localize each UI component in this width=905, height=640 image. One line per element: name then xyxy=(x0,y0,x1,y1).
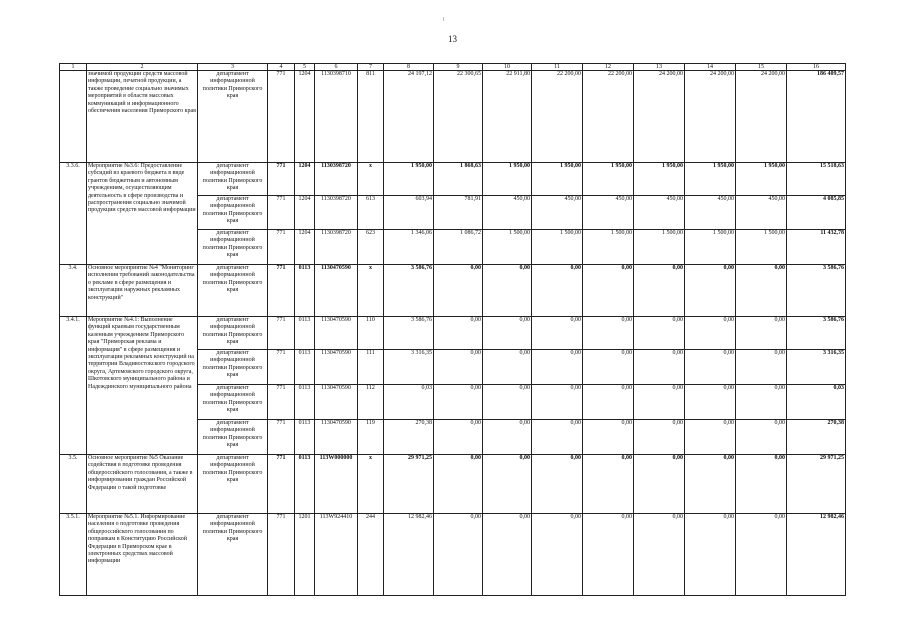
page-number: 13 xyxy=(448,34,457,44)
event-name: Основное мероприятие №4 "Мониторинг исполнения требований законодательства о рекламе в сфере размещения и эксплуатации наружных рекламных конструкций" xyxy=(87,265,198,317)
amount-cell: 450,00 xyxy=(483,196,532,230)
amount-cell: 450,00 xyxy=(736,196,787,230)
amount-cell: 0,00 xyxy=(434,350,483,385)
amount-cell: 12 982,46 xyxy=(384,514,434,596)
amount-cell: 0,00 xyxy=(434,420,483,455)
column-header-16: 16 xyxy=(787,64,846,71)
amount-cell: 1 500,00 xyxy=(583,230,634,265)
amount-cell: 0,00 xyxy=(685,265,736,317)
amount-cell: 0,00 xyxy=(634,514,685,596)
expense-type-code: х xyxy=(358,163,384,196)
amount-cell: 0,00 xyxy=(434,455,483,514)
amount-cell: 1 500,00 xyxy=(685,230,736,265)
expense-type-code: х xyxy=(358,455,384,514)
amount-cell: 270,38 xyxy=(384,420,434,455)
table-row xyxy=(60,455,846,514)
amount-cell: 1 950,00 xyxy=(532,163,583,196)
target-article-code: 1130470590 xyxy=(315,317,358,350)
amount-cell: 0,00 xyxy=(685,420,736,455)
amount-cell: 0,00 xyxy=(736,350,787,385)
expense-type-code: 119 xyxy=(358,420,384,455)
column-header-14: 14 xyxy=(685,64,736,71)
amount-cell: 0,00 xyxy=(483,455,532,514)
grbs-code: 771 xyxy=(268,420,295,455)
amount-cell: 1 500,00 xyxy=(736,230,787,265)
target-article-code: 1130398720 xyxy=(315,230,358,265)
column-header-5: 5 xyxy=(295,64,315,71)
amount-cell: 12 982,46 xyxy=(787,514,846,596)
amount-cell: 0,00 xyxy=(736,265,787,317)
column-header-6: 6 xyxy=(315,64,358,71)
row-number: 3.5.1. xyxy=(60,514,87,596)
amount-cell: 0,00 xyxy=(483,420,532,455)
expense-type-code: 623 xyxy=(358,230,384,265)
amount-cell: 1 950,00 xyxy=(583,163,634,196)
grbs-code: 771 xyxy=(268,196,295,230)
department: департамент информационной политики Приморского края xyxy=(198,163,268,196)
amount-cell: 0,00 xyxy=(483,514,532,596)
amount-cell: 0,00 xyxy=(634,420,685,455)
amount-cell: 0,00 xyxy=(483,385,532,420)
event-name: Мероприятие №3.6: Предоставление субсидий из краевого бюджета в виде грантов бюджетным и автономным учреждениям, осуществляющим деятельность в сфере производства и распространения социально значимой продукции средств массовой информации xyxy=(87,163,198,265)
column-header-10: 10 xyxy=(483,64,532,71)
amount-cell: 22 300,65 xyxy=(434,71,483,163)
amount-cell: 0,00 xyxy=(634,455,685,514)
table-row xyxy=(60,265,846,317)
section-code: 0113 xyxy=(295,350,315,385)
expense-type-code: х xyxy=(358,265,384,317)
amount-cell: 0,00 xyxy=(634,385,685,420)
column-header-4: 4 xyxy=(268,64,295,71)
target-article-code: 1130470590 xyxy=(315,420,358,455)
amount-cell: 22 200,00 xyxy=(532,71,583,163)
row-number: 3.4.1. xyxy=(60,317,87,455)
amount-cell: 0,00 xyxy=(736,455,787,514)
target-article-code: 113W924410 xyxy=(315,514,358,596)
amount-cell: 1 868,63 xyxy=(434,163,483,196)
department: департамент информационной политики Приморского края xyxy=(198,230,268,265)
amount-cell: 0,00 xyxy=(583,385,634,420)
amount-cell: 0,00 xyxy=(583,455,634,514)
amount-cell: 0,00 xyxy=(532,317,583,350)
amount-cell: 1 500,00 xyxy=(532,230,583,265)
amount-cell: 1 950,00 xyxy=(736,163,787,196)
amount-cell: 22 911,80 xyxy=(483,71,532,163)
amount-cell: 0,00 xyxy=(583,514,634,596)
department: департамент информационной политики Приморского края xyxy=(198,196,268,230)
department: департамент информационной политики Приморского края xyxy=(198,317,268,350)
amount-cell: 0,00 xyxy=(634,265,685,317)
amount-cell: 0,00 xyxy=(736,385,787,420)
budget-table xyxy=(59,63,846,596)
amount-cell: 0,00 xyxy=(736,420,787,455)
amount-cell: 3 586,76 xyxy=(384,317,434,350)
column-header-8: 8 xyxy=(384,64,434,71)
target-article-code: 1130470590 xyxy=(315,265,358,317)
section-code: 0113 xyxy=(295,265,315,317)
amount-cell: 11 432,78 xyxy=(787,230,846,265)
amount-cell: 0,00 xyxy=(532,350,583,385)
amount-cell: 0,00 xyxy=(483,350,532,385)
department: департамент информационной политики Приморского края xyxy=(198,71,268,163)
table-row xyxy=(60,71,846,163)
section-code: 0113 xyxy=(295,385,315,420)
event-name: Мероприятие №4.1: Выполнение функций краевым государственным казенным учреждением Приморского края "Приморская реклама и информация" в сфере размещения и эксплуатации рекламных конструкций на территории Владивостокского городского округа, Артемовского городского округа, Шкотовского муниципального района и Надеждинского муниципального района xyxy=(87,317,198,455)
amount-cell: 1 500,00 xyxy=(483,230,532,265)
amount-cell: 0,00 xyxy=(736,514,787,596)
table-row xyxy=(60,317,846,350)
amount-cell: 0,00 xyxy=(583,350,634,385)
event-name: Мероприятие №5.1. Информирование населения о подготовке проведения общероссийского голосования по поправкам в Конституцию Российской Федерации в Приморском крае в электронных средствах массовой информации xyxy=(87,514,198,596)
expense-type-code: 111 xyxy=(358,350,384,385)
amount-cell: 29 971,25 xyxy=(787,455,846,514)
amount-cell: 3 316,35 xyxy=(787,350,846,385)
amount-cell: 24 200,00 xyxy=(685,71,736,163)
column-header-7: 7 xyxy=(358,64,384,71)
amount-cell: 24 200,00 xyxy=(634,71,685,163)
amount-cell: 0,00 xyxy=(483,265,532,317)
grbs-code: 771 xyxy=(268,265,295,317)
department: департамент информационной политики Приморского края xyxy=(198,385,268,420)
amount-cell: 0,00 xyxy=(634,317,685,350)
grbs-code: 771 xyxy=(268,163,295,196)
amount-cell: 3 586,76 xyxy=(787,317,846,350)
amount-cell: 186 409,57 xyxy=(787,71,846,163)
row-number xyxy=(60,71,87,163)
section-code: 1204 xyxy=(295,71,315,163)
amount-cell: 1 950,00 xyxy=(384,163,434,196)
amount-cell: 0,00 xyxy=(532,265,583,317)
amount-cell: 0,00 xyxy=(685,455,736,514)
amount-cell: 781,91 xyxy=(434,196,483,230)
section-code: 0113 xyxy=(295,317,315,350)
grbs-code: 771 xyxy=(268,385,295,420)
amount-cell: 3 586,76 xyxy=(384,265,434,317)
section-code: 1204 xyxy=(295,230,315,265)
column-header-2: 2 xyxy=(87,64,198,71)
department: департамент информационной политики Приморского края xyxy=(198,265,268,317)
column-header-3: 3 xyxy=(198,64,268,71)
amount-cell: 0,00 xyxy=(532,385,583,420)
amount-cell: 450,00 xyxy=(532,196,583,230)
amount-cell: 0,00 xyxy=(532,455,583,514)
amount-cell: 603,94 xyxy=(384,196,434,230)
amount-cell: 0,00 xyxy=(532,514,583,596)
column-header-13: 13 xyxy=(634,64,685,71)
amount-cell: 0,00 xyxy=(736,317,787,350)
department: департамент информационной политики Приморского края xyxy=(198,350,268,385)
department: департамент информационной политики Приморского края xyxy=(198,420,268,455)
amount-cell: 24 200,00 xyxy=(736,71,787,163)
grbs-code: 771 xyxy=(268,230,295,265)
department: департамент информационной политики Приморского края xyxy=(198,455,268,514)
section-code: 1204 xyxy=(295,163,315,196)
grbs-code: 771 xyxy=(268,514,295,596)
amount-cell: 0,03 xyxy=(384,385,434,420)
department: департамент информационной политики Приморского края xyxy=(198,514,268,596)
grbs-code: 771 xyxy=(268,71,295,163)
amount-cell: 450,00 xyxy=(685,196,736,230)
column-header-9: 9 xyxy=(434,64,483,71)
expense-type-code: 613 xyxy=(358,196,384,230)
amount-cell: 0,00 xyxy=(583,265,634,317)
amount-cell: 15 518,63 xyxy=(787,163,846,196)
target-article-code: 113W000000 xyxy=(315,455,358,514)
target-article-code: 1130398720 xyxy=(315,163,358,196)
grbs-code: 771 xyxy=(268,317,295,350)
row-number: 3.4. xyxy=(60,265,87,317)
column-number-row xyxy=(60,64,846,71)
amount-cell: 0,03 xyxy=(787,385,846,420)
amount-cell: 0,00 xyxy=(434,265,483,317)
target-article-code: 1130398720 xyxy=(315,196,358,230)
amount-cell: 0,00 xyxy=(685,514,736,596)
row-number: 3.3.6. xyxy=(60,163,87,265)
target-article-code: 1130470590 xyxy=(315,350,358,385)
amount-cell: 0,00 xyxy=(583,317,634,350)
amount-cell: 1 950,00 xyxy=(634,163,685,196)
column-header-1: 1 xyxy=(60,64,87,71)
amount-cell: 0,00 xyxy=(583,420,634,455)
column-header-12: 12 xyxy=(583,64,634,71)
grbs-code: 771 xyxy=(268,455,295,514)
amount-cell: 1 950,00 xyxy=(483,163,532,196)
column-header-11: 11 xyxy=(532,64,583,71)
event-name: Основное мероприятие №5 Оказание содействия в подготовке проведения общероссийского голосования, а также в информировании граждан Российской Федерации о такой подготовке xyxy=(87,455,198,514)
amount-cell: 1 346,06 xyxy=(384,230,434,265)
section-code: 0113 xyxy=(295,455,315,514)
amount-cell: 0,00 xyxy=(434,317,483,350)
column-header-15: 15 xyxy=(736,64,787,71)
target-article-code: 1130398710 xyxy=(315,71,358,163)
amount-cell: 3 586,76 xyxy=(787,265,846,317)
amount-cell: 0,00 xyxy=(434,385,483,420)
expense-type-code: 112 xyxy=(358,385,384,420)
amount-cell: 0,00 xyxy=(685,350,736,385)
event-name: значимой продукции средств массовой информации, печатной продукции, а также проведение социально значимых мероприятий в области массовых коммуникаций и информационного обеспечения населения Приморского края xyxy=(87,71,198,163)
amount-cell: 29 971,25 xyxy=(384,455,434,514)
grbs-code: 771 xyxy=(268,350,295,385)
amount-cell: 0,00 xyxy=(685,317,736,350)
amount-cell: 4 085,85 xyxy=(787,196,846,230)
section-code: 0113 xyxy=(295,420,315,455)
amount-cell: 0,00 xyxy=(532,420,583,455)
amount-cell: 1 950,00 xyxy=(685,163,736,196)
amount-cell: 24 197,12 xyxy=(384,71,434,163)
section-code: 1201 xyxy=(295,514,315,596)
amount-cell: 270,38 xyxy=(787,420,846,455)
amount-cell: 22 200,00 xyxy=(583,71,634,163)
amount-cell: 1 086,72 xyxy=(434,230,483,265)
table-row xyxy=(60,514,846,596)
target-article-code: 1130470590 xyxy=(315,385,358,420)
amount-cell: 1 500,00 xyxy=(634,230,685,265)
top-margin-mark xyxy=(443,17,444,21)
table-row xyxy=(60,163,846,196)
amount-cell: 450,00 xyxy=(583,196,634,230)
amount-cell: 3 316,35 xyxy=(384,350,434,385)
amount-cell: 0,00 xyxy=(434,514,483,596)
amount-cell: 0,00 xyxy=(634,350,685,385)
expense-type-code: 110 xyxy=(358,317,384,350)
section-code: 1204 xyxy=(295,196,315,230)
row-number: 3.5. xyxy=(60,455,87,514)
amount-cell: 0,00 xyxy=(685,385,736,420)
expense-type-code: 244 xyxy=(358,514,384,596)
expense-type-code: 811 xyxy=(358,71,384,163)
amount-cell: 0,00 xyxy=(483,317,532,350)
amount-cell: 450,00 xyxy=(634,196,685,230)
